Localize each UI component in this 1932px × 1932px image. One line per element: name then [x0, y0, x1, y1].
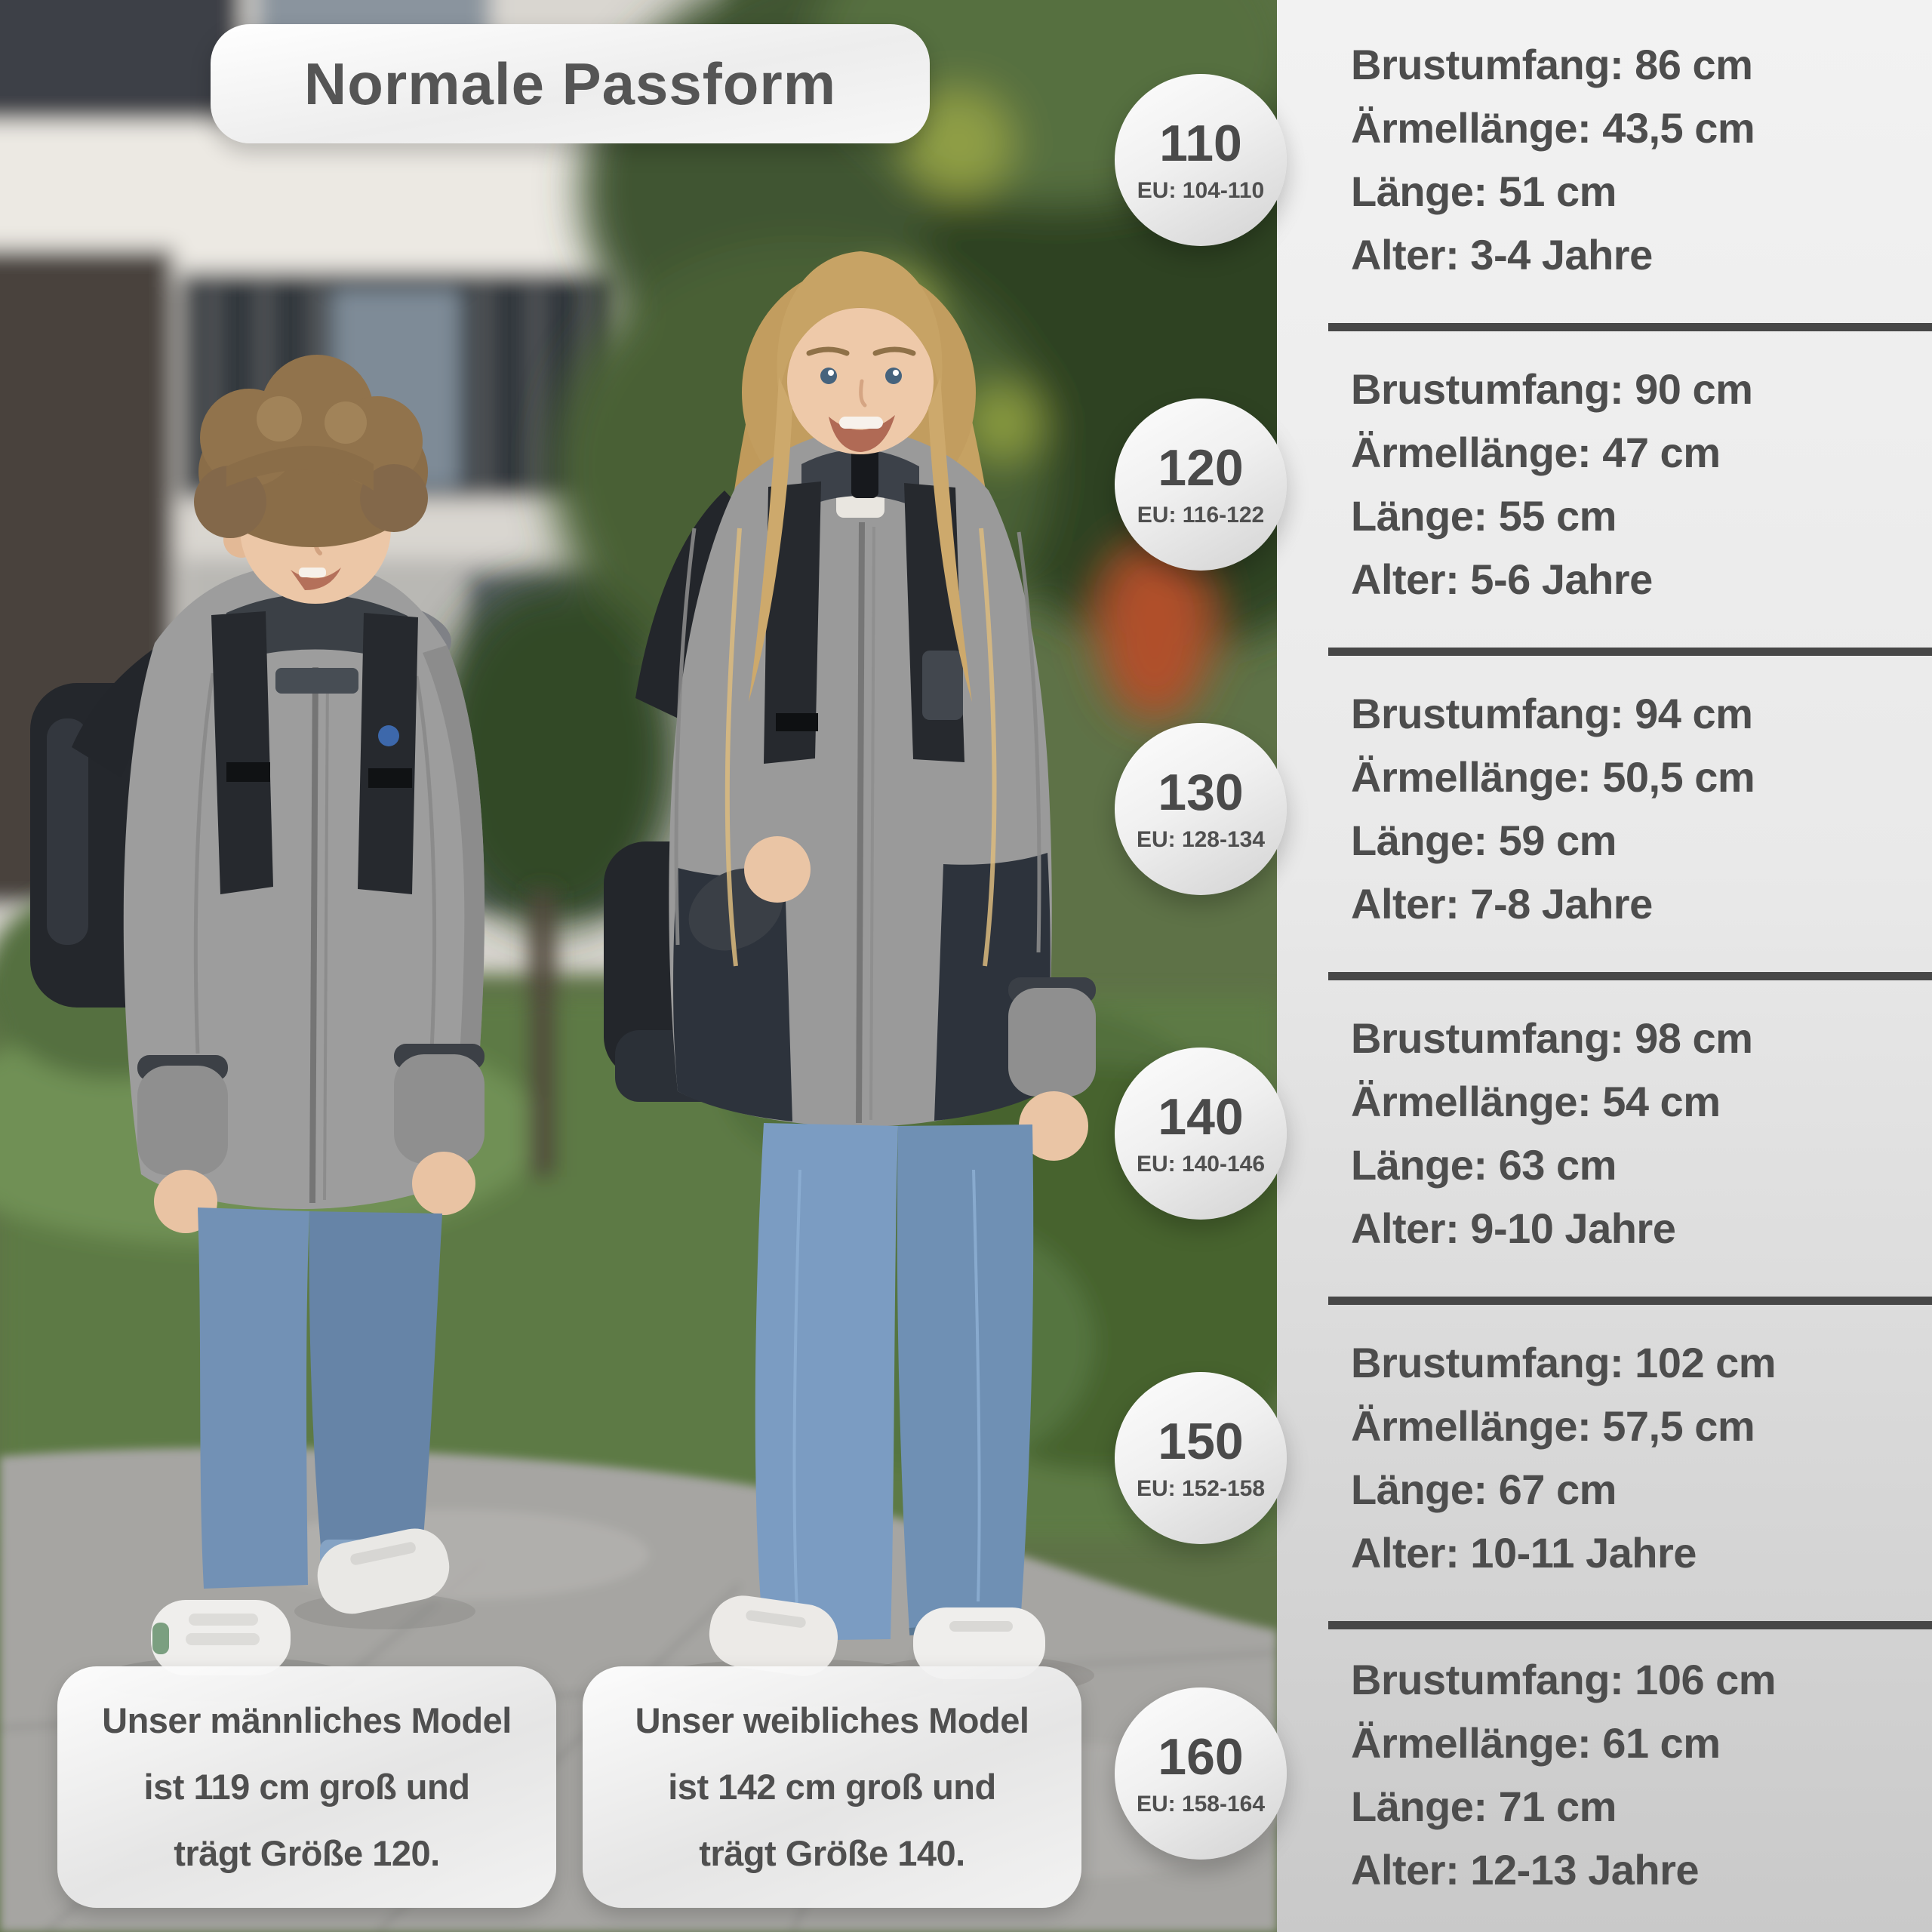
spec-alter: Alter: 7-8 Jahre	[1351, 880, 1653, 928]
size-badge-150	[1115, 1372, 1287, 1544]
size-badge-160	[1115, 1687, 1287, 1860]
model-note-line: ist 119 cm groß und	[143, 1767, 470, 1807]
size-specs-block-120	[1351, 358, 1924, 611]
spec-brustumfang: Brustumfang: 98 cm	[1351, 1014, 1753, 1062]
spec-laenge: Länge: 51 cm	[1351, 168, 1617, 215]
size-badge-140	[1115, 1048, 1287, 1220]
model-note-female	[583, 1666, 1081, 1908]
size-badge-120	[1115, 398, 1287, 571]
spec-aermellaenge: Ärmellänge: 61 cm	[1351, 1719, 1721, 1767]
spec-aermellaenge: Ärmellänge: 54 cm	[1351, 1078, 1721, 1125]
size-badge-130	[1115, 723, 1287, 895]
spec-brustumfang: Brustumfang: 106 cm	[1351, 1656, 1777, 1703]
size-badge-number: 140	[1158, 1088, 1244, 1146]
size-specs-block-140	[1351, 1007, 1924, 1260]
size-badge-number: 120	[1158, 439, 1244, 497]
size-badge-eu-range: EU: 140-146	[1136, 1152, 1266, 1177]
spec-aermellaenge: Ärmellänge: 43,5 cm	[1351, 104, 1755, 152]
size-badge-eu-range: EU: 158-164	[1136, 1792, 1266, 1817]
spec-brustumfang: Brustumfang: 90 cm	[1351, 365, 1753, 413]
spec-aermellaenge: Ärmellänge: 47 cm	[1351, 429, 1721, 476]
spec-alter: Alter: 3-4 Jahre	[1351, 231, 1653, 278]
size-badge-eu-range: EU: 128-134	[1136, 827, 1266, 852]
spec-laenge: Länge: 55 cm	[1351, 492, 1617, 540]
model-note-line: Unser weibliches Model	[635, 1700, 1029, 1740]
model-note-line: trägt Größe 140.	[699, 1833, 965, 1873]
spec-aermellaenge: Ärmellänge: 50,5 cm	[1351, 753, 1755, 801]
title-pill	[211, 24, 930, 143]
spec-alter: Alter: 5-6 Jahre	[1351, 555, 1653, 603]
size-specs-block-160	[1351, 1648, 1924, 1902]
divider	[1328, 1297, 1932, 1305]
boy-jacket-logo	[378, 725, 399, 746]
spec-laenge: Länge: 71 cm	[1351, 1783, 1617, 1830]
model-note-line: trägt Größe 120.	[174, 1833, 440, 1873]
spec-laenge: Länge: 63 cm	[1351, 1141, 1617, 1189]
size-badge-eu-range: EU: 104-110	[1137, 178, 1265, 203]
spec-brustumfang: Brustumfang: 86 cm	[1351, 41, 1753, 88]
size-badge-eu-range: EU: 152-158	[1136, 1476, 1266, 1501]
spec-laenge: Länge: 67 cm	[1351, 1466, 1617, 1513]
size-badge-number: 110	[1159, 115, 1242, 172]
spec-alter: Alter: 10-11 Jahre	[1351, 1529, 1697, 1577]
size-badge-number: 160	[1158, 1728, 1244, 1786]
spec-alter: Alter: 12-13 Jahre	[1351, 1846, 1700, 1894]
size-badge-number: 150	[1158, 1413, 1244, 1470]
size-badge-110	[1115, 74, 1287, 246]
model-note-male	[57, 1666, 556, 1908]
spec-brustumfang: Brustumfang: 102 cm	[1351, 1339, 1777, 1386]
divider	[1328, 972, 1932, 980]
page-title: Normale Passform	[303, 50, 837, 117]
size-specs-block-110	[1351, 33, 1924, 287]
size-specs-block-130	[1351, 682, 1924, 936]
model-note-line: ist 142 cm groß und	[668, 1767, 996, 1807]
size-badge-eu-range: EU: 116-122	[1137, 503, 1265, 528]
size-badge-number: 130	[1158, 764, 1244, 821]
divider	[1328, 323, 1932, 331]
spec-brustumfang: Brustumfang: 94 cm	[1351, 690, 1753, 737]
spec-alter: Alter: 9-10 Jahre	[1351, 1204, 1676, 1252]
divider	[1328, 648, 1932, 656]
size-specs-block-150	[1351, 1331, 1924, 1585]
model-note-line: Unser männliches Model	[102, 1700, 512, 1740]
spec-laenge: Länge: 59 cm	[1351, 817, 1617, 864]
spec-aermellaenge: Ärmellänge: 57,5 cm	[1351, 1402, 1755, 1450]
size-info-panel	[1277, 0, 1932, 1932]
divider	[1328, 1621, 1932, 1629]
